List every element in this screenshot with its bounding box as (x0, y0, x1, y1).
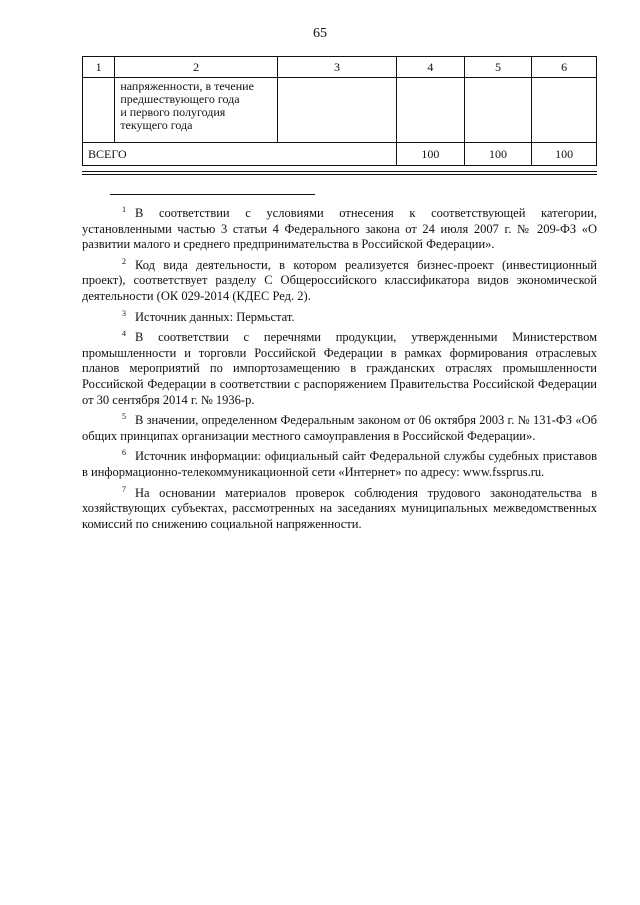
page-number: 65 (313, 26, 327, 41)
row-text-line: напряженности, в течение (120, 79, 254, 93)
row-description-cell (115, 78, 278, 143)
footnote-mark: 4 (122, 329, 126, 339)
row-cell-4 (397, 78, 465, 143)
total-col6: 100 (532, 143, 597, 166)
header-cell-4: 4 (397, 57, 465, 78)
footnote-2 (82, 254, 597, 305)
row-cell-5 (464, 78, 532, 143)
header-cell-2: 2 (115, 57, 278, 78)
header-cell-1: 1 (83, 57, 115, 78)
footnote-text: В соответствии с условиями отнесения к соответствующей категории, установленными частью 3 статьи 4 Федерального закона от 24 июля 2007 г. № 209-ФЗ «О развитии малого и среднего предпринимательства в Российской Федерации». (82, 206, 597, 252)
footnote-separator (110, 194, 315, 195)
footnote-text: На основании материалов проверок соблюдения трудового законодательства в хозяйствующих субъектах, рассмотренных на заседаниях муниципальных межведомственных комиссий по снижению социальной напряженности. (82, 485, 597, 531)
footnote-mark: 5 (122, 412, 126, 422)
footnote-text: В соответствии с перечнями продукции, утвержденными Министерством промышленности и торговли Российской Федерации в рамках формирования отраслевых планов мероприятий по импортозамещению в гражданских отраслях промышленности Российской Федерации в соответствии с распоряжением Правительства Российской Федерации от 30 сентября 2014 г. № 1936-р. (82, 330, 597, 407)
footnote-mark: 7 (122, 484, 126, 494)
table-header-row (83, 57, 597, 78)
footnotes (82, 202, 597, 533)
footnote-mark: 1 (122, 205, 126, 214)
footnote-text: Источник данных: Пермьстат. (135, 309, 295, 324)
footnote-1 (82, 202, 597, 253)
footnote-4 (82, 326, 597, 408)
total-col4: 100 (397, 143, 465, 166)
total-row (83, 143, 597, 166)
row-text-line: и первого полугодия (120, 105, 226, 119)
row-cell-3 (277, 78, 396, 143)
footnote-3 (82, 306, 597, 326)
footnote-5 (82, 409, 597, 444)
footnote-7 (82, 482, 597, 533)
header-cell-5: 5 (464, 57, 532, 78)
footnote-text: В значении, определенном Федеральным законом от 06 октября 2003 г. № 131-ФЗ «Об общих принципах организации местного самоуправления в Российской Федерации». (82, 413, 597, 443)
header-cell-6: 6 (532, 57, 597, 78)
data-table (82, 56, 597, 166)
footnote-text: Код вида деятельности, в котором реализуется бизнес-проект (инвестиционный проект), соответствует разделу С Общероссийского классификатора видов экономической деятельности (ОК 029-2014 (КДЕС Ред. 2). (82, 257, 597, 303)
footnote-text: Источник информации: официальный сайт Федеральной службы судебных приставов в информационно-телекоммуникационной сети «Интернет» по адресу: www.fssprus.ru. (82, 449, 597, 479)
total-label: ВСЕГО (83, 143, 397, 166)
row-cell-6 (532, 78, 597, 143)
header-cell-3: 3 (277, 57, 396, 78)
row-text-line: текущего года (120, 118, 193, 132)
footnote-mark: 3 (122, 308, 126, 318)
table-bottom-rule (82, 171, 597, 175)
footnote-6 (82, 445, 597, 480)
row-cell-1 (83, 78, 115, 143)
total-col5: 100 (464, 143, 532, 166)
footnote-mark: 6 (122, 448, 126, 458)
row-text-line: предшествующего года (120, 92, 240, 106)
table-row (83, 78, 597, 143)
footnote-mark: 2 (122, 256, 126, 266)
